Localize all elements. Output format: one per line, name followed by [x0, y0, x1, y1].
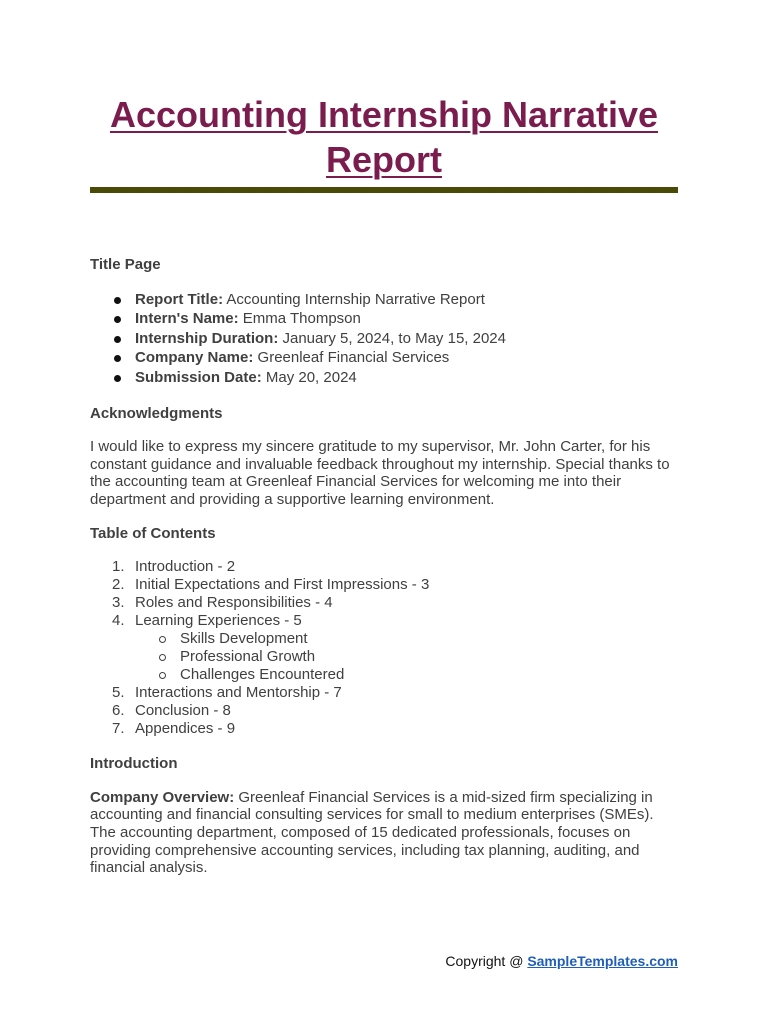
sampletemplates-link[interactable]: SampleTemplates.com: [527, 953, 678, 969]
item-value: Greenleaf Financial Services: [257, 349, 450, 367]
toc-number: 3.: [112, 594, 125, 612]
list-item: [90, 329, 678, 349]
acknowledgments-heading: Acknowledgments: [90, 404, 223, 422]
toc-number: 2.: [112, 576, 125, 594]
bullet-icon: [114, 316, 121, 323]
circle-bullet-icon: [159, 636, 166, 643]
toc-number: 1.: [112, 558, 125, 576]
bullet-icon: [114, 375, 121, 382]
item-value: January 5, 2024, to May 15, 2024: [282, 329, 506, 347]
toc-text: Interactions and Mentorship - 7: [135, 684, 342, 702]
company-overview-label: Company Overview:: [90, 788, 235, 806]
copyright-footer: [445, 953, 678, 970]
toc-item: [90, 594, 678, 612]
title-page-list: [90, 290, 678, 388]
toc-text: Learning Experiences - 5: [135, 612, 302, 630]
toc-number: 4.: [112, 612, 125, 630]
toc-subitem-text: Skills Development: [180, 630, 308, 648]
title-page-heading: Title Page: [90, 256, 161, 273]
item-label: Internship Duration:: [135, 329, 279, 347]
document-title: Accounting Internship Narrative Report: [109, 94, 659, 180]
bullet-icon: [114, 336, 121, 343]
item-label: Intern's Name:: [135, 310, 239, 328]
item-label: Submission Date:: [135, 368, 262, 386]
toc-subitem: [90, 666, 678, 684]
title-divider: [90, 187, 678, 193]
toc-item: [90, 612, 678, 630]
item-value: Accounting Internship Narrative Report: [226, 290, 485, 308]
toc-subitem: [90, 648, 678, 666]
toc-sublist: [90, 630, 678, 684]
toc-text: Roles and Responsibilities - 4: [135, 594, 333, 612]
copyright-text: Copyright @: [445, 953, 524, 969]
toc-item: [90, 576, 678, 594]
list-item: [90, 309, 678, 329]
item-label: Report Title:: [135, 290, 224, 308]
company-overview-paragraph: [90, 789, 678, 877]
toc-item: [90, 720, 678, 738]
table-of-contents-continued: [90, 684, 678, 738]
acknowledgments-text: I would like to express my sincere gratitude to my supervisor, Mr. John Carter, for his constant guidance and invaluable feedback throughout my internship. Special thanks to the accounting team at Greenleaf Financial Services for welcoming me into their department and providing a supportive learning environment.: [90, 438, 670, 508]
circle-bullet-icon: [159, 654, 166, 661]
list-item: [90, 368, 678, 388]
list-item: [90, 290, 678, 310]
circle-bullet-icon: [159, 672, 166, 679]
toc-heading: Table of Contents: [90, 524, 216, 542]
table-of-contents: [90, 558, 678, 630]
item-value: Emma Thompson: [242, 310, 361, 328]
toc-subitem-text: Professional Growth: [180, 648, 316, 666]
bullet-icon: [114, 355, 121, 362]
toc-text: Appendices - 9: [135, 720, 236, 738]
toc-subitem: [90, 630, 678, 648]
bullet-icon: [114, 297, 121, 304]
item-label: Company Name:: [135, 349, 254, 367]
introduction-heading: Introduction: [90, 755, 178, 773]
toc-text: Conclusion - 8: [135, 702, 231, 720]
toc-item: [90, 702, 678, 720]
toc-text: Initial Expectations and First Impressions - 3: [135, 576, 430, 594]
document-body: [90, 256, 678, 893]
toc-number: 7.: [112, 720, 125, 738]
toc-number: 6.: [112, 702, 125, 720]
toc-text: Introduction - 2: [135, 558, 236, 576]
toc-item: [90, 558, 678, 576]
toc-subitem-text: Challenges Encountered: [180, 666, 345, 684]
company-overview-text: Greenleaf Financial Services is a mid-sized firm specializing in accounting and financial consulting services for small to medium enterprises (SMEs). The accounting department, composed of 15 dedicated professionals, focuses on providing comprehensive accounting services, including tax planning, auditing, and financial analysis.: [90, 788, 654, 877]
list-item: [90, 348, 678, 368]
item-value: May 20, 2024: [265, 368, 357, 386]
toc-number: 5.: [112, 684, 125, 702]
toc-item: [90, 684, 678, 702]
